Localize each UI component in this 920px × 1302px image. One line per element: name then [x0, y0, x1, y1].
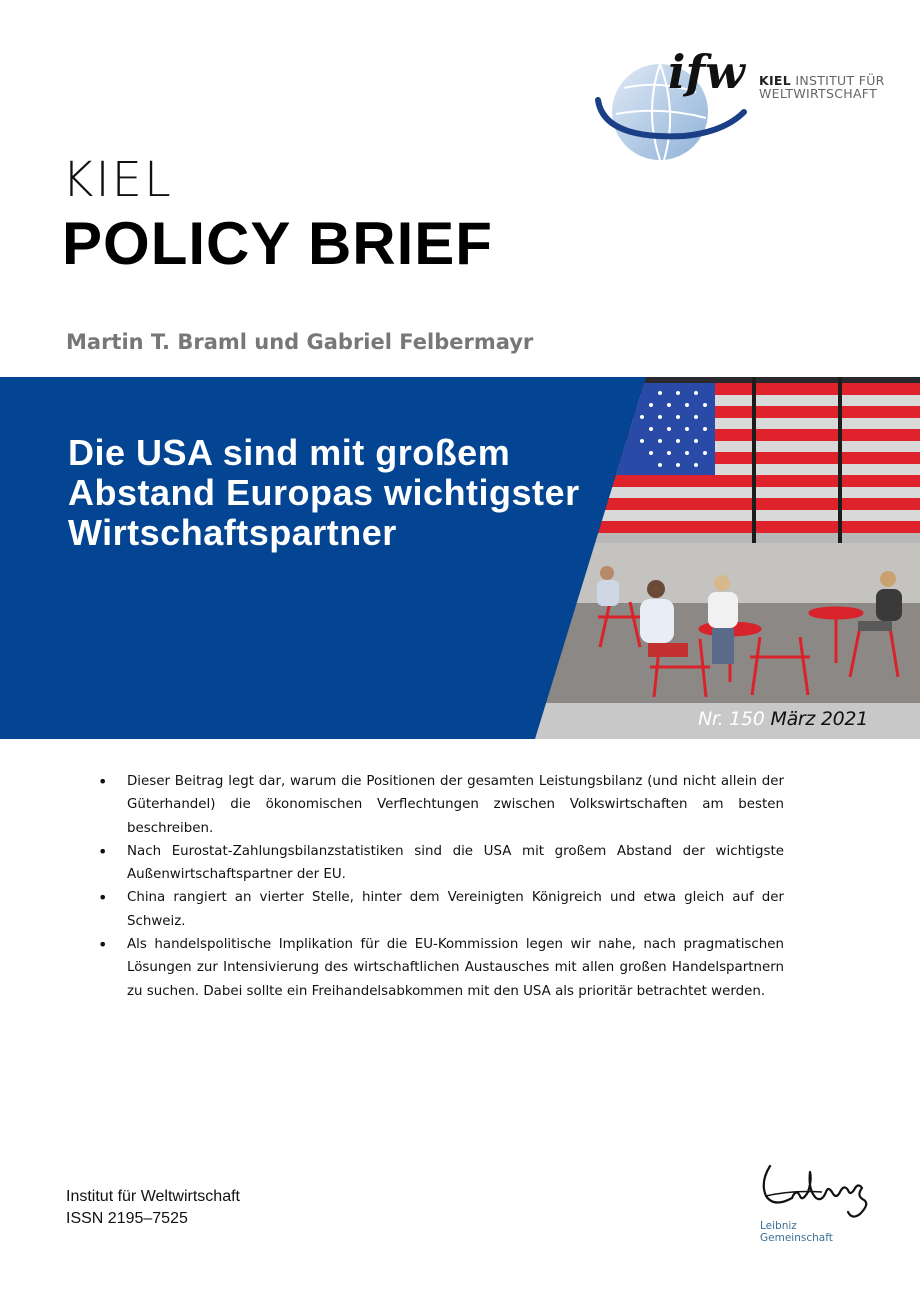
leibniz-signature-icon: [752, 1152, 882, 1222]
leibniz-line1: Leibniz: [760, 1220, 797, 1232]
footer-issn: ISSN 2195–7525: [66, 1210, 188, 1227]
bullet-item: • China rangiert an vierter Stelle, hinter dem Vereinigten Königreich und etwa gleich auf der Schweiz.: [98, 886, 784, 933]
issue-date: März 2021: [770, 708, 868, 730]
globe-icon: [594, 40, 904, 165]
bullet-item: • Dieser Beitrag legt dar, warum die Positionen der gesamten Leistungsbilanz (und nicht allein der Güterhandel) die ökonomischen Verflechtungen zwischen Volkswirtschaften am besten beschreiben.: [98, 770, 784, 840]
summary-bullets: [98, 770, 784, 1003]
bullet-item: • Nach Eurostat-Zahlungsbilanzstatistiken sind die USA mit großem Abstand der wichtigste Außenwirtschaftspartner der EU.: [98, 840, 784, 887]
issue-label: [698, 708, 868, 730]
title-policy-brief: POLICY BRIEF: [62, 210, 493, 277]
footer-institute: Institut für Weltwirtschaft: [66, 1188, 240, 1205]
logo-kiel: KIEL: [759, 73, 792, 88]
issue-number: Nr. 150: [697, 708, 765, 730]
headline: Die USA sind mit großem Abstand Europas wichtigster Wirtschaftspartner: [68, 432, 580, 553]
logo-weltwirtschaft: WELTWIRTSCHAFT: [759, 86, 878, 101]
ifw-logo: [594, 40, 904, 165]
leibniz-logo: [752, 1152, 882, 1252]
ifw-wordmark: ifw: [668, 45, 745, 99]
leibniz-line2: Gemeinschaft: [760, 1232, 833, 1244]
footer-info: [66, 1186, 240, 1230]
headline-banner: [0, 377, 920, 739]
leibniz-wordmark: [760, 1220, 833, 1244]
logo-wordmark: [759, 74, 885, 100]
authors: Martin T. Braml und Gabriel Felbermayr: [66, 330, 534, 354]
bullet-item: • Als handelspolitische Implikation für die EU-Kommission legen wir nahe, nach pragmatischen Lösungen zur Intensivierung des wirtschaftlichen Austausches mit allen großen Handelspartnern zu suchen. Dabei sollte ein Freihandelsabkommen mit den USA als prioritär betrachtet werden.: [98, 933, 784, 1003]
logo-institut: INSTITUT FÜR: [795, 73, 885, 88]
title-kiel: KIEL: [62, 152, 173, 208]
